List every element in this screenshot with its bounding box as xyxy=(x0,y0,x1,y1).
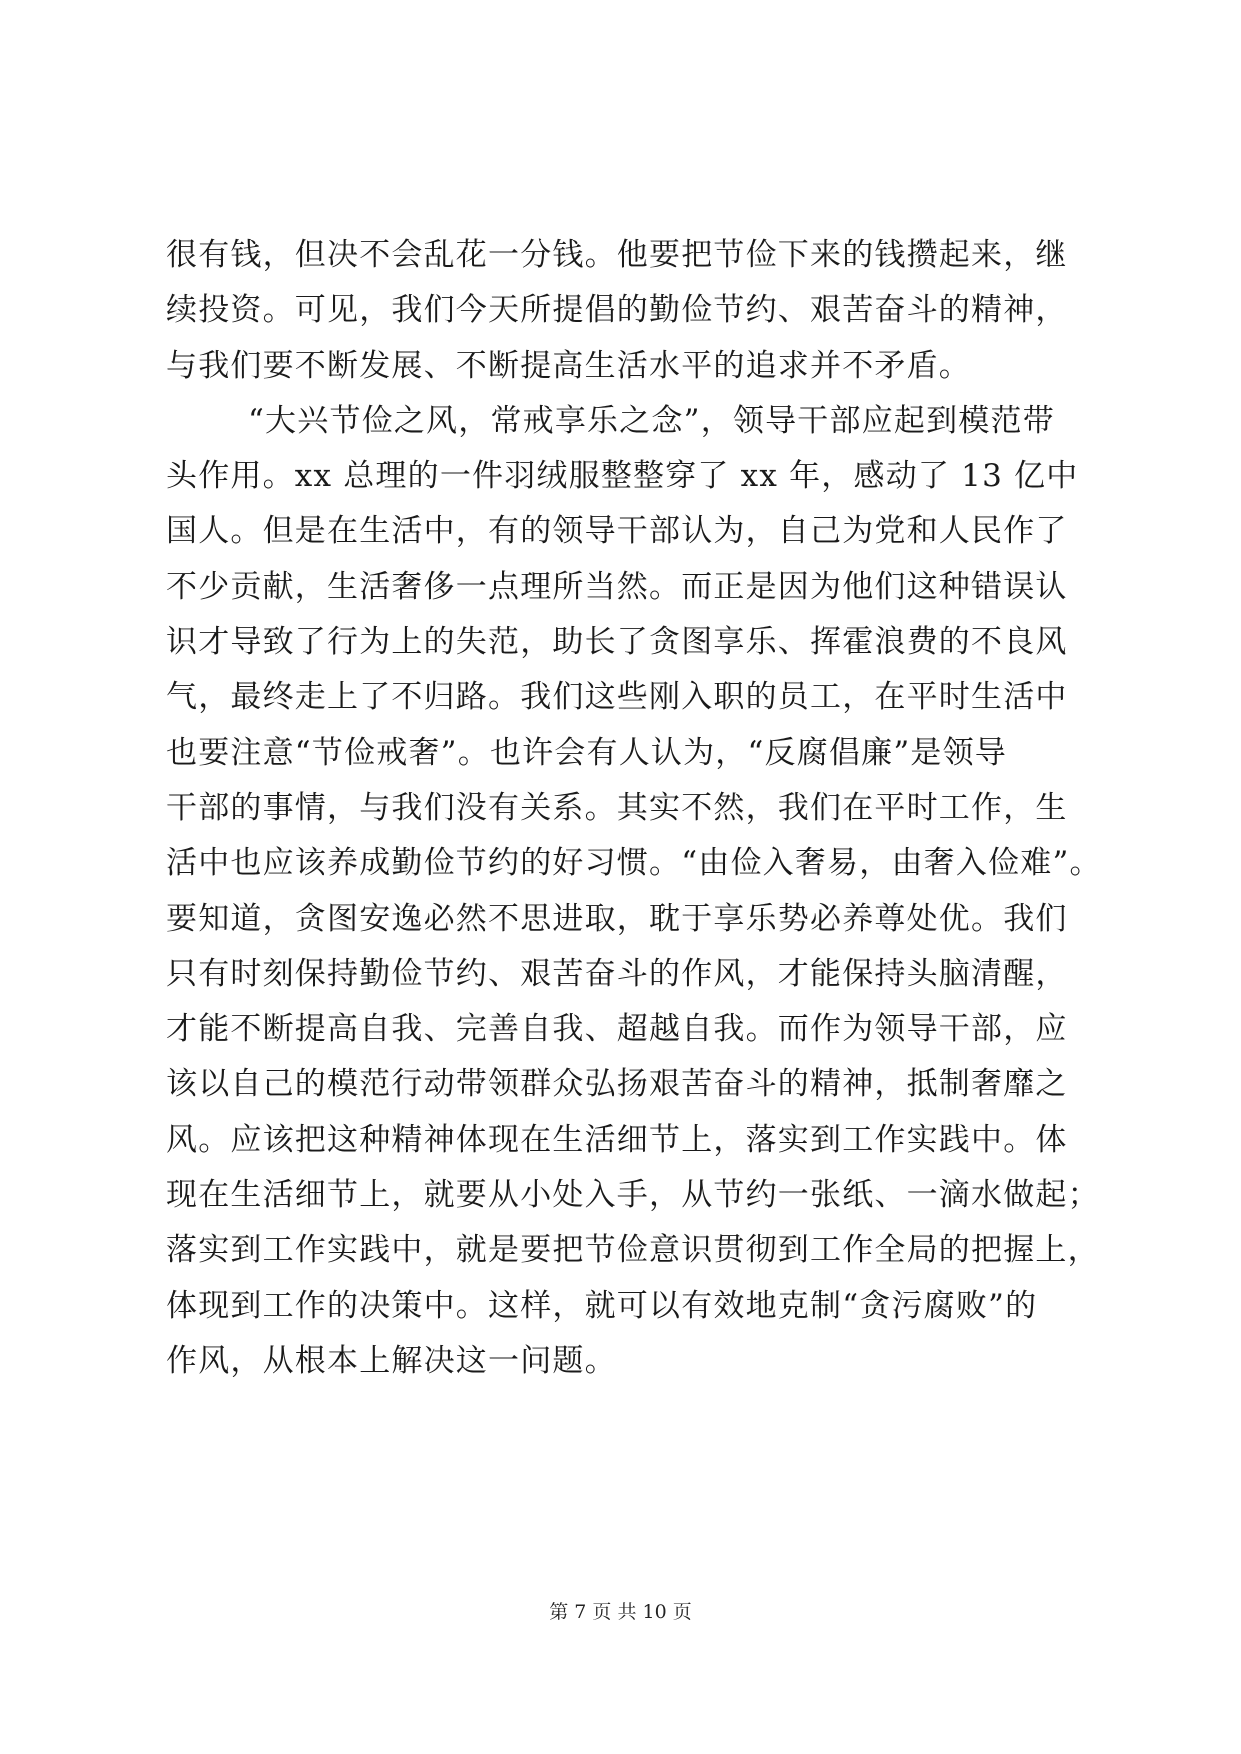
page-number-footer: 第 7 页 共 10 页 xyxy=(549,1601,692,1623)
text-line: 该以自己的模范行动带领群众弘扬艰苦奋斗的精神，抵制奢靡之 xyxy=(166,1066,1068,1103)
text-line: 体现到工作的决策中。这样，就可以有效地克制“贪污腐败”的 xyxy=(166,1287,1038,1324)
text-line: 与我们要不断发展、不断提高生活水平的追求并不矛盾。 xyxy=(166,347,971,384)
text-line: 不少贡献，生活奢侈一点理所当然。而正是因为他们这种错误认 xyxy=(166,568,1068,605)
text-line: 现在生活细节上，就要从小处入手，从节约一张纸、一滴水做起； xyxy=(166,1177,1100,1214)
text-line: 气，最终走上了不归路。我们这些刚入职的员工，在平时生活中 xyxy=(166,679,1068,716)
text-line: 干部的事情，与我们没有关系。其实不然，我们在平时工作，生 xyxy=(166,789,1068,826)
text-line: 识才导致了行为上的失范，助长了贪图享乐、挥霍浪费的不良风 xyxy=(166,624,1068,661)
text-line: 要知道，贪图安逸必然不思进取，耽于享乐势必养尊处优。我们 xyxy=(166,900,1068,937)
text-line: 国人。但是在生活中，有的领导干部认为，自己为党和人民作了 xyxy=(166,513,1068,550)
text-line: 续投资。可见，我们今天所提倡的勤俭节约、艰苦奋斗的精神， xyxy=(166,292,1068,329)
text-line: 头作用。xx 总理的一件羽绒服整整穿了 xx 年，感动了 13 亿中 xyxy=(166,458,1079,495)
paragraph-first-line: “大兴节俭之风，常戒享乐之念”，领导干部应起到模范带 xyxy=(248,402,1055,439)
text-line: 落实到工作实践中，就是要把节俭意识贯彻到工作全局的把握上， xyxy=(166,1232,1100,1269)
text-line: 才能不断提高自我、完善自我、超越自我。而作为领导干部，应 xyxy=(166,1011,1068,1048)
text-line: 很有钱，但决不会乱花一分钱。他要把节俭下来的钱攒起来，继 xyxy=(166,237,1068,273)
text-line: 活中也应该养成勤俭节约的好习惯。“由俭入奢易，由奢入俭难”。 xyxy=(166,845,1102,882)
text-line: 也要注意“节俭戒奢”。也许会有人认为，“反腐倡廉”是领导 xyxy=(166,734,1007,771)
text-line: 只有时刻保持勤俭节约、艰苦奋斗的作风，才能保持头脑清醒， xyxy=(166,955,1068,992)
text-line: 风。应该把这种精神体现在生活细节上，落实到工作实践中。体 xyxy=(166,1121,1068,1158)
text-line: 作风，从根本上解决这一问题。 xyxy=(166,1342,617,1379)
body-text xyxy=(166,228,1102,1389)
